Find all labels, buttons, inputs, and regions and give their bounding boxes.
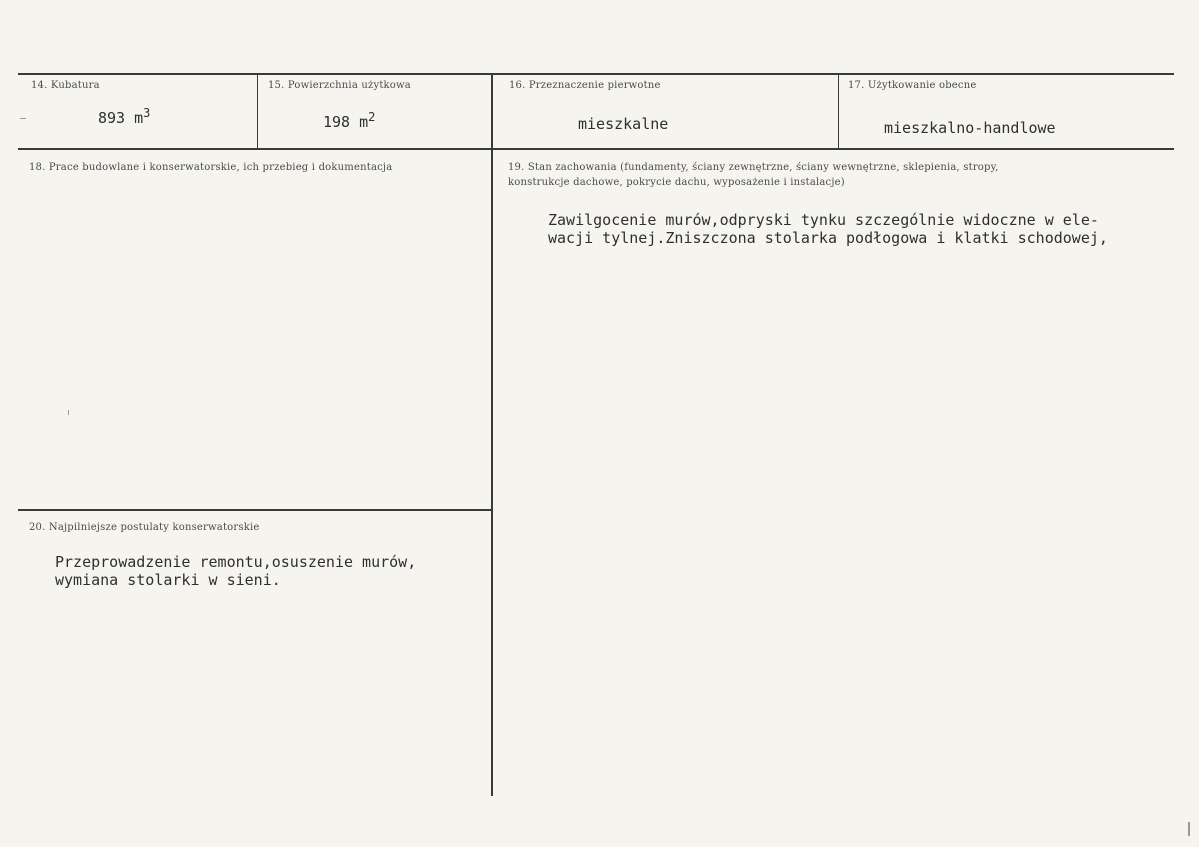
top-rule: [18, 73, 1174, 75]
field-16-label: 16. Przeznaczenie pierwotne: [509, 80, 661, 91]
field-19-text-line2: wacji tylnej.Zniszczona stolarka podłogowa i klatki schodowej,: [548, 229, 1108, 247]
field-14-exponent: 3: [143, 106, 151, 120]
field-14-number: 893 m: [98, 109, 144, 127]
field-16-value: mieszkalne: [578, 115, 669, 133]
field-19-label-line2: konstrukcje dachowe, pokrycie dachu, wyposażenie i instalacje): [508, 177, 845, 188]
field-14-label: 14. Kubatura: [31, 80, 100, 91]
col-divider-3: [838, 74, 839, 149]
field-20-label: 20. Najpilniejsze postulaty konserwatorskie: [29, 522, 260, 533]
scan-speck: [1188, 822, 1190, 836]
field-15-exponent: 2: [368, 110, 376, 124]
scan-speck: [20, 118, 26, 119]
scan-speck: [68, 410, 69, 415]
field-17-label: 17. Użytkowanie obecne: [848, 80, 977, 91]
field-19-label-line1: 19. Stan zachowania (fundamenty, ściany zewnętrzne, ściany wewnętrzne, sklepienia, stropy,: [508, 162, 999, 173]
field-15-label: 15. Powierzchnia użytkowa: [268, 80, 411, 91]
row-rule-1: [18, 148, 1174, 150]
field-19-text-line1: Zawilgocenie murów,odpryski tynku szczególnie widoczne w ele-: [548, 211, 1099, 229]
field-15-value: [323, 110, 375, 131]
field-14-value: [98, 106, 150, 127]
field-20-text-line1: Przeprowadzenie remontu,osuszenie murów,: [55, 553, 417, 571]
field-20-text-line2: wymiana stolarki w sieni.: [55, 571, 281, 589]
col-divider-1: [257, 74, 258, 149]
field-17-value: mieszkalno-handlowe: [884, 119, 1056, 137]
field-18-label: 18. Prace budowlane i konserwatorskie, ich przebieg i dokumentacja: [29, 162, 393, 173]
row-rule-2: [18, 509, 491, 511]
field-15-number: 198 m: [323, 113, 369, 131]
col-divider-2: [491, 74, 493, 796]
